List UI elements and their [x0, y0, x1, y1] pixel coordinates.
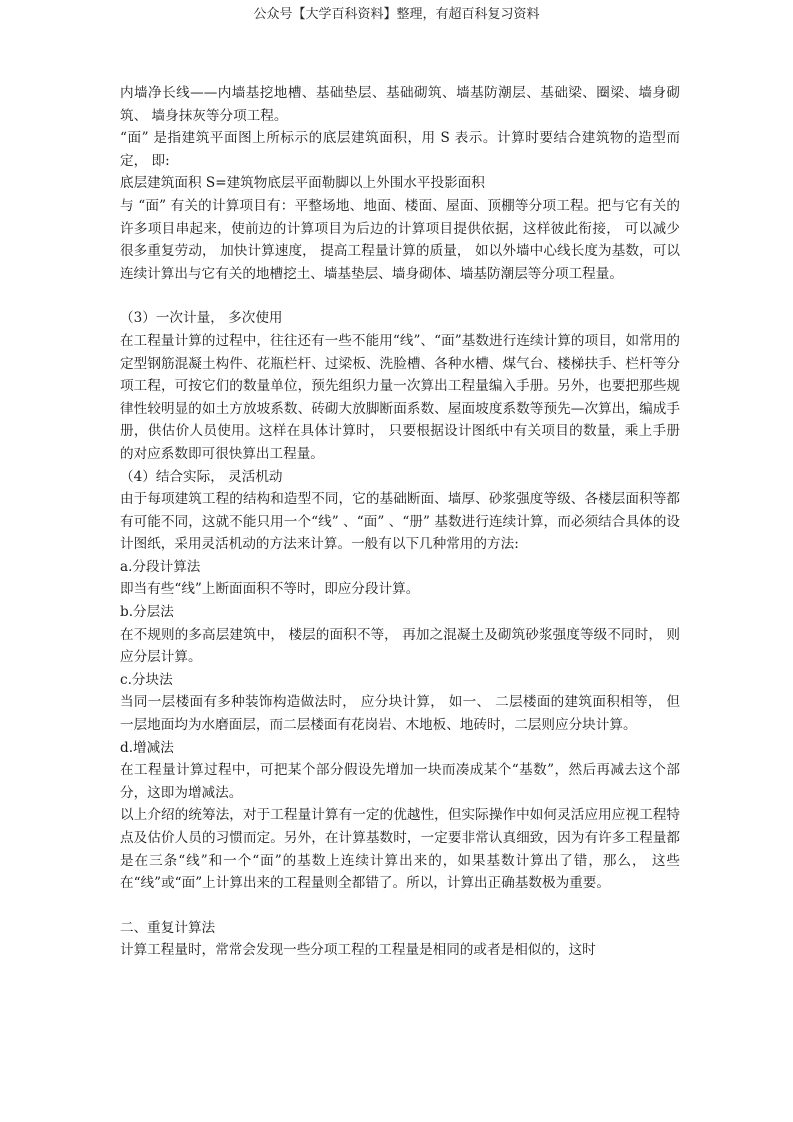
spacer: [120, 895, 680, 917]
spacer: [120, 285, 680, 307]
section-heading-repeat-method: 二、重复计算法: [120, 919, 216, 936]
section-heading-4: （4）结合实际， 灵活机动: [120, 468, 283, 485]
paragraph-area-definition: “面” 是指建筑平面图上所标示的底层建筑面积，用 S 表示。计算时要结合建筑物的造型而定， 即:: [120, 130, 680, 169]
paragraph-section-3: 在工程量计算的过程中，往往还有一些不能用“线”、“面”基数进行连续计算的项目，如常用的定型钢筋混凝土构件、花瓶栏杆、过梁板、洗脸槽、各种水槽、煤气台、楼梯扶手、栏杆等分项工程，可按它们的数量单位，预先组织力量一次算出工程量编入手册。另外，也要把那些规律性较明显的如土方放坡系数、砖砌大放脚断面系数、屋面坡度系数等预先—次算出，编成手册，供估价人员使用。这样在具体计算时， 只要根据设计图纸中有关项目的数量，乘上手册的对应系数即可很快算出工程量。: [120, 332, 680, 462]
section-heading-3: （3）一次计量， 多次使用: [120, 310, 283, 327]
method-paragraph-d: 在工程量计算过程中，可把某个部分假设先增加一块而凑成某个“基数”，然后再减去这个部分，这即为增减法。: [120, 762, 680, 801]
method-paragraph-c: 当同一层楼面有多种装饰构造做法时， 应分块计算， 如一、 二层楼面的建筑面积相等， 但一层地面均为水磨面层，而二层楼面有花岗岩、木地板、地砖时，二层则应分块计算。: [120, 694, 681, 734]
method-paragraph-a: 即当有些“线”上断面面积不等时，即应分段计算。: [120, 581, 420, 598]
method-heading-d: d.增减法: [120, 739, 174, 756]
method-heading-a: a.分段计算法: [120, 558, 201, 575]
paragraph-summary: 以上介绍的统筹法，对于工程量计算有一定的优越性，但实际操作中如何灵活应用应视工程特点及估价人员的习惯而定。另外，在计算基数时，一定要非常认真细致，因为有许多工程量都是在三条“线”和一个“面”的基数上连续计算出来的，如果基数计算出了错，那么， 这些在“线”或“面”上计算出来的工程量则全都错了。所以，计算出正确基数极为重要。: [120, 807, 680, 892]
document-body: [120, 82, 680, 962]
paragraph-repeat-method: 计算工程量时，常常会发现一些分项工程的工程量是相同的或者是相似的，这时: [120, 942, 596, 959]
method-paragraph-b: 在不规则的多高层建筑中， 楼层的面积不等， 再加之混凝土及砌筑砂浆强度等级不同时， 则应分层计算。: [120, 626, 680, 666]
paragraph-inner-wall-line: 内墙净长线——内墙基挖地槽、基础垫层、基础砌筑、墙基防潮层、基础梁、圈梁、墙身砌筑、 墙身抹灰等分项工程。: [120, 85, 680, 124]
paragraph-area-items: 与 “面” 有关的计算项目有：平整场地、地面、楼面、屋面、顶棚等分项工程。把与它有关的许多项目串起来，使前边的计算项目为后边的计算项目提供依据，这样彼此衔接， 可以减少很多重复劳动， 加快计算速度， 提高工程量计算的质量， 如以外墙中心线长度为基数，可以连续计算出与它有关的地槽挖土、墙基垫层、墙身砌体、墙基防潮层等分项工程量。: [120, 197, 680, 282]
paragraph-section-4: 由于每项建筑工程的结构和造型不同，它的基础断面、墙厚、砂浆强度等级、各楼层面积等都有可能不同，这就不能只用一个“线” 、“面” 、“册” 基数进行连续计算，而必须结合具体的设计图纸，采用灵活机动的方法来计算。一般有以下几种常用的方法:: [120, 491, 680, 553]
page-header: 公众号【大学百科资料】整理，有超百科复习资料: [253, 7, 540, 22]
paragraph-area-formula: 底层建筑面积 S=建筑物底层平面勒脚以上外围水平投影面积: [120, 175, 485, 192]
method-heading-b: b.分层法: [120, 604, 174, 621]
method-heading-c: c.分块法: [120, 671, 173, 688]
